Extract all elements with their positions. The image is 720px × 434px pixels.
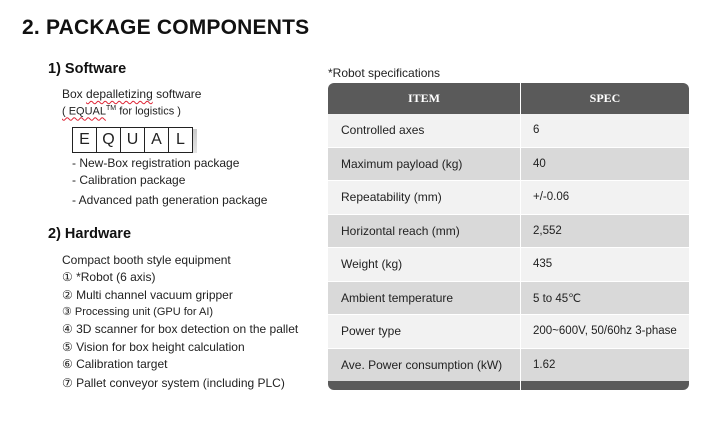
table-row	[328, 281, 689, 315]
spec-caption: *Robot specifications	[328, 66, 441, 80]
hardware-item: ① *Robot (6 axis)	[62, 270, 156, 284]
row-spec: 2,552	[533, 224, 562, 237]
hardware-item: ④ 3D scanner for box detection on the pallet	[62, 322, 299, 336]
table-header	[328, 83, 689, 114]
trademark-mark: TM	[106, 105, 117, 112]
row-spec: 5 to 45℃	[533, 292, 582, 305]
software-line-2-b: for logistics )	[119, 105, 181, 118]
table-row	[328, 348, 689, 382]
row-spec: +/-0.06	[533, 191, 570, 204]
software-line-2-a: ( EQUAL	[62, 105, 107, 118]
footer-divider	[328, 381, 521, 390]
logo-letter: A	[145, 127, 169, 153]
row-spec: 6	[533, 124, 540, 137]
software-line-1	[62, 87, 201, 101]
table-row	[328, 147, 689, 181]
software-item: - Calibration package	[72, 173, 186, 187]
software-line-1-c: software	[156, 87, 202, 101]
hardware-item: ⑦ Pallet conveyor system (including PLC)	[62, 376, 285, 390]
row-item: Weight (kg)	[328, 248, 521, 281]
hardware-item: ③ Processing unit (GPU for AI)	[62, 306, 214, 318]
header-spec: SPEC	[589, 91, 621, 105]
row-item: Ave. Power consumption (kW)	[328, 349, 521, 382]
table-row	[328, 247, 689, 281]
hardware-intro: Compact booth style equipment	[62, 253, 231, 267]
software-item: - New-Box registration package	[72, 156, 240, 170]
spec-table	[328, 83, 689, 390]
row-spec: 40	[533, 157, 546, 170]
row-item: Repeatability (mm)	[328, 181, 521, 214]
table-row	[328, 214, 689, 248]
row-item: Power type	[328, 315, 521, 348]
software-line-2	[62, 105, 181, 118]
row-item: Horizontal reach (mm)	[328, 215, 521, 248]
table-row	[328, 114, 689, 147]
equal-logo	[72, 127, 197, 153]
software-heading: 1) Software	[48, 61, 127, 77]
logo-letter: L	[169, 127, 193, 153]
table-row	[328, 180, 689, 214]
hardware-item: ⑤ Vision for box height calculation	[62, 340, 245, 354]
logo-letter: E	[72, 127, 97, 153]
logo-letter: U	[121, 127, 145, 153]
software-item: - Advanced path generation package	[72, 193, 268, 207]
header-item: ITEM	[328, 83, 521, 114]
row-spec: 1.62	[533, 358, 556, 371]
row-item: Controlled axes	[328, 114, 521, 147]
row-item: Maximum payload (kg)	[328, 148, 521, 181]
row-item: Ambient temperature	[328, 282, 521, 315]
software-line-1-b: depalletizing	[86, 87, 153, 101]
row-spec: 200~600V, 50/60hz 3-phase	[533, 325, 677, 338]
table-footer	[328, 381, 689, 390]
row-spec: 435	[533, 258, 553, 271]
logo-shadow	[193, 129, 197, 153]
hardware-item: ⑥ Calibration target	[62, 357, 168, 371]
logo-letter: Q	[97, 127, 121, 153]
software-line-1-a: Box	[62, 87, 83, 101]
hardware-item: ② Multi channel vacuum gripper	[62, 288, 233, 302]
table-row	[328, 314, 689, 348]
page-title: 2. PACKAGE COMPONENTS	[22, 16, 310, 39]
hardware-heading: 2) Hardware	[48, 226, 132, 242]
